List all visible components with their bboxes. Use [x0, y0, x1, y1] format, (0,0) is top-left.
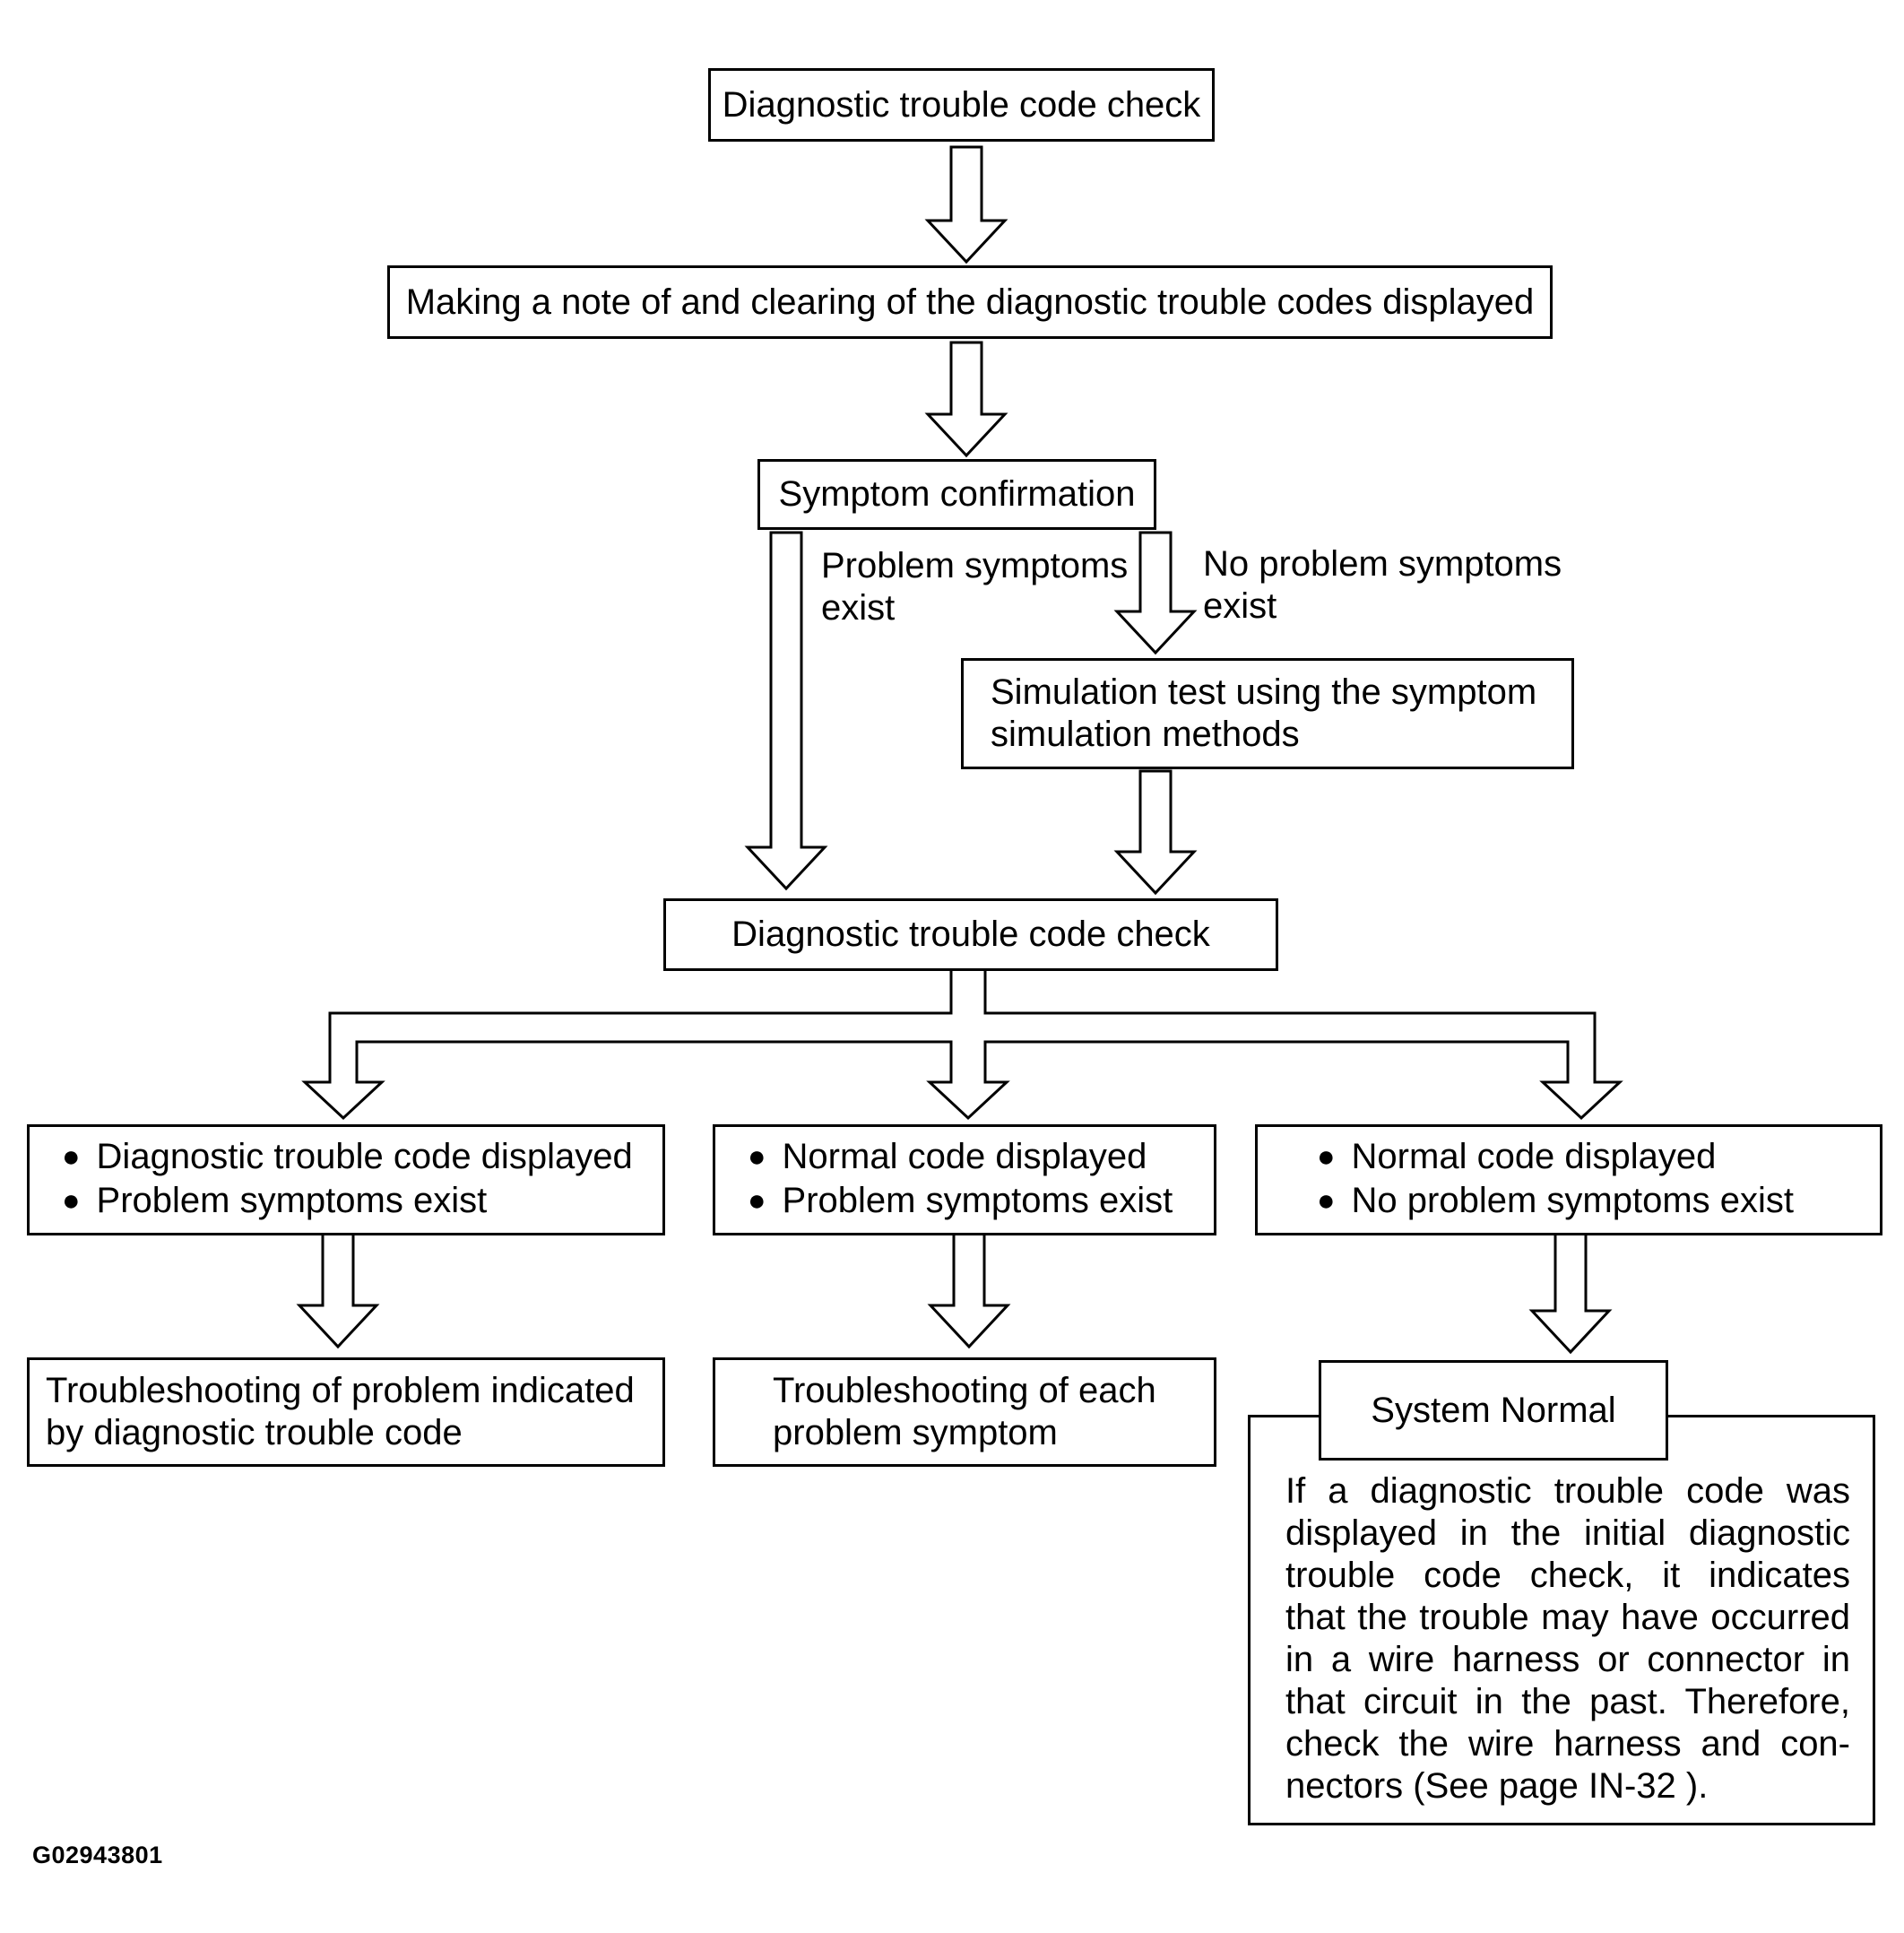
- box-dtc-check-1: Diagnostic trouble code check: [708, 68, 1215, 142]
- simulation-test-line2: simulation methods: [991, 715, 1300, 754]
- system-normal-body-line: trouble code check, it indicates: [1285, 1556, 1850, 1595]
- simulation-test-line1: Simulation test using the symptom: [991, 672, 1537, 712]
- label-problem-symptoms-line2: exist: [821, 588, 896, 628]
- box-system-normal-title: System Normal: [1319, 1360, 1668, 1461]
- system-normal-body-line: that circuit in the past. Therefore,: [1285, 1682, 1850, 1721]
- system-normal-body-line: nectors (See page IN-32 ).: [1285, 1766, 1709, 1806]
- box-note-and-clear: Making a note of and clearing of the diagnostic trouble codes displayed: [387, 265, 1553, 339]
- label-no-problem-symptoms-line2: exist: [1203, 586, 1277, 626]
- label-no-problem-symptoms-line1: No problem symptoms: [1203, 544, 1562, 584]
- outcome-left-line2-text: Problem symptoms exist: [96, 1181, 488, 1220]
- box-troubleshooting-symptom: [713, 1357, 1216, 1467]
- outcome-right-line1: [1317, 1136, 1880, 1180]
- bullet-icon: ●: [748, 1183, 766, 1218]
- ts-left-line2: by diagnostic trouble code: [46, 1413, 463, 1452]
- arrow-outcome-right-to-normal-icon: [1532, 1232, 1609, 1352]
- outcome-left-line1-text: Diagnostic trouble code displayed: [96, 1137, 633, 1176]
- outcome-middle-line2-text: Problem symptoms exist: [782, 1181, 1173, 1220]
- system-normal-body-line: in a wire harness or connector in: [1285, 1640, 1850, 1679]
- bullet-icon: ●: [62, 1183, 81, 1218]
- outcome-middle-line1-text: Normal code displayed: [782, 1137, 1147, 1176]
- box-troubleshooting-dtc: [27, 1357, 665, 1467]
- outcome-left-line2: [62, 1180, 662, 1224]
- arrow-outcome-left-to-ts-icon: [299, 1232, 376, 1347]
- figure-id: G02943801: [32, 1842, 163, 1868]
- label-no-problem-symptoms-exist: [1203, 543, 1562, 628]
- outcome-right-line1-text: Normal code displayed: [1351, 1137, 1717, 1176]
- box-simulation-test: [961, 658, 1574, 769]
- bullet-icon: ●: [748, 1140, 766, 1174]
- system-normal-body-line: check the wire harness and con-: [1285, 1724, 1850, 1764]
- box-symptom-confirmation: Symptom confirmation: [757, 459, 1156, 530]
- arrow-simulation-to-dtc2-icon: [1117, 771, 1194, 893]
- box-outcome-normal-code-problem: [713, 1124, 1216, 1235]
- bullet-icon: ●: [1317, 1140, 1336, 1174]
- ts-middle-line2: problem symptom: [773, 1413, 1058, 1452]
- bullet-icon: ●: [62, 1140, 81, 1174]
- ts-middle-line1: Troubleshooting of each: [773, 1371, 1156, 1410]
- arrow-no-problem-to-simulation-icon: [1117, 533, 1194, 653]
- outcome-right-line2-text: No problem symptoms exist: [1351, 1181, 1795, 1220]
- arrow-dtc1-to-note-icon: [928, 147, 1005, 262]
- outcome-left-line1: [62, 1136, 662, 1180]
- system-normal-body-line: If a diagnostic trouble code was: [1285, 1471, 1850, 1511]
- system-normal-body-line: displayed in the initial diagnostic: [1285, 1513, 1850, 1553]
- label-problem-symptoms-exist: [821, 545, 1128, 629]
- ts-left-line1: Troubleshooting of problem indicated: [46, 1371, 635, 1410]
- trident-branch-connector-icon: [305, 969, 1620, 1118]
- system-normal-body-line: that the trouble may have occurred: [1285, 1598, 1850, 1637]
- arrow-note-to-symptom-icon: [928, 342, 1005, 455]
- bullet-icon: ●: [1317, 1183, 1336, 1218]
- outcome-right-line2: [1317, 1180, 1880, 1224]
- label-problem-symptoms-line1: Problem symptoms: [821, 546, 1129, 585]
- outcome-middle-line2: [748, 1180, 1214, 1224]
- system-normal-paragraph: [1285, 1470, 1850, 1807]
- arrow-problem-symptoms-icon: [748, 533, 825, 888]
- outcome-middle-line1: [748, 1136, 1214, 1180]
- box-outcome-dtc-displayed: [27, 1124, 665, 1235]
- box-dtc-check-2: Diagnostic trouble code check: [663, 898, 1278, 971]
- box-outcome-normal-code-no-problem: [1255, 1124, 1882, 1235]
- arrow-outcome-middle-to-ts-icon: [930, 1232, 1008, 1347]
